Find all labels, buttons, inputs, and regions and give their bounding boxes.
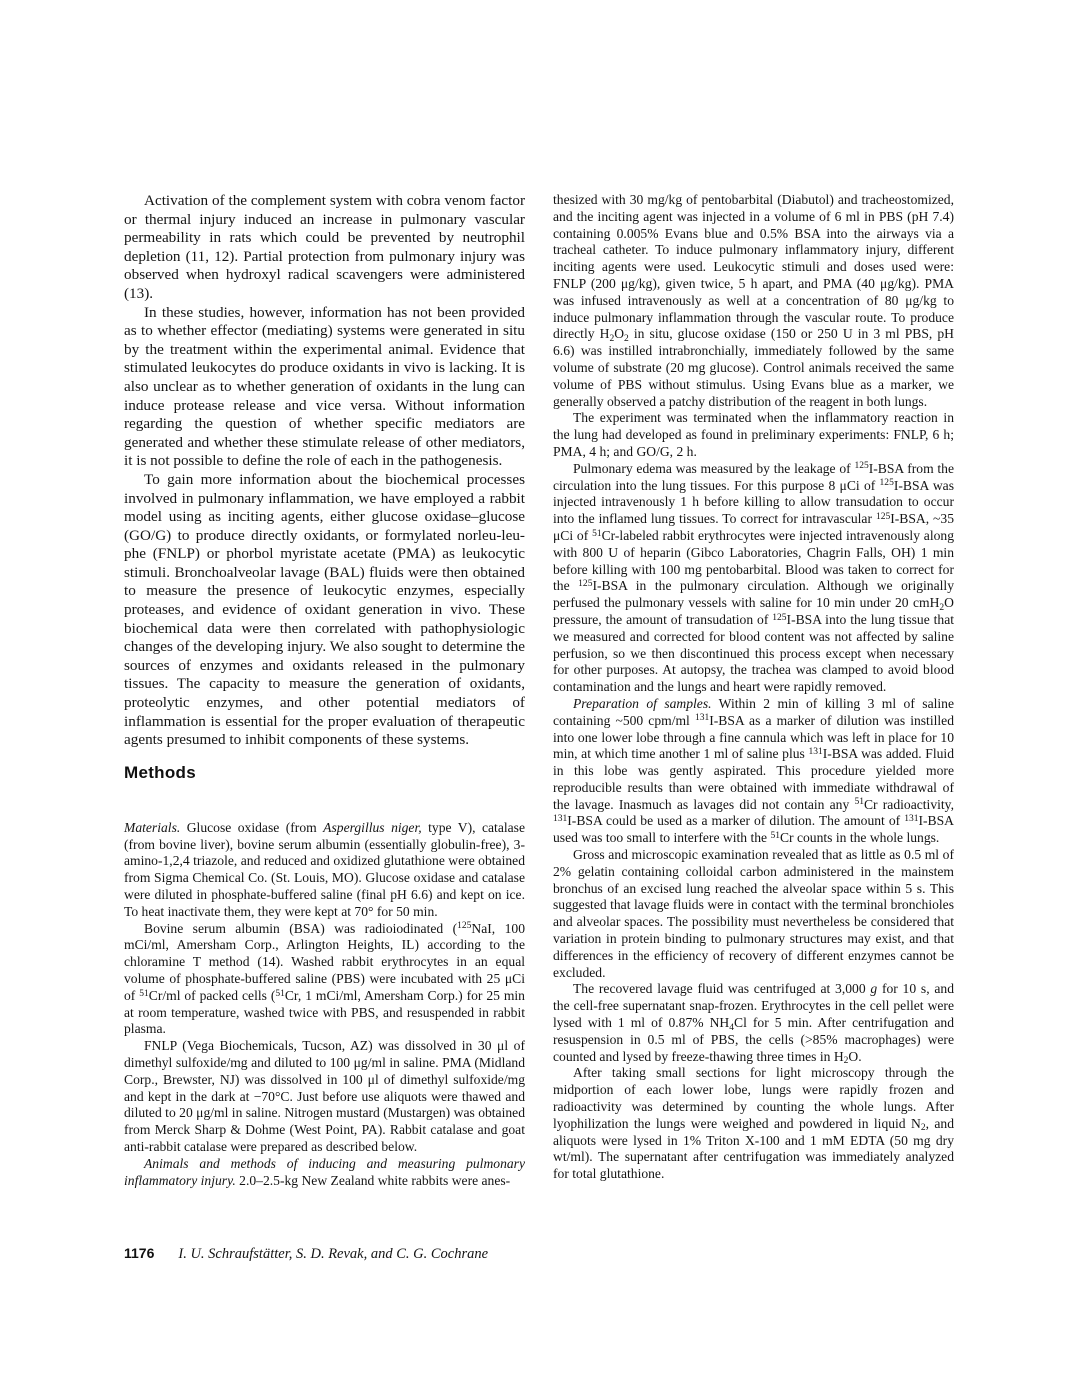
paragraph: Pulmonary edema was measured by the leakage of $^{125}$I-BSA from the circulation into the lung tissues. For this purpose 8 μCi of $^{125}$I-BSA was injected intravenously 1 h before killing to allow transudation to occur into the inflamed lung tissues. To correct for intravascular $^{125}$I-BSA, ~35 μCi of $^{51}$Cr-labeled rabbit erythrocytes were injected intravenously along with 800 U of heparin (Gibco Laboratories, Chagrin Falls, OH) 1 min before killing with 100 mg pentobarbital. Blood was taken to correct for the $^{125}$I-BSA in the pulmonary circulation. Although we originally perfused the pulmonary vessels with saline for 10 min under 20 cmH$_2$O pressure, the amount of transudation of $^{125}$I-BSA into the lung tissue that we measured and corrected for blood content was not affected by saline perfusion, so we then discontinued this process except when necessary for other purposes. At autopsy, the trachea was clamped to avoid blood contamination and the lungs and heart were rapidly removed.: [553, 460, 955, 695]
running-authors: I. U. Schraufstätter, S. D. Revak, and C. G. Cochrane: [178, 1246, 489, 1262]
paragraph: thesized with 30 mg/kg of pentobarbital (Diabutol) and tracheostomized, and the inciting agent was injected in a volume of 6 ml in PBS (pH 7.4) containing 0.005% Evans blue and 0.5% BSA into the airways via a tracheal catheter. To induce pulmonary inflammatory injury, different inciting agents were used. Leukocytic stimuli and doses used were: FNLP (200 μg/kg), given twice, 5 h apart, and PMA (40 μg/kg). PMA was infused intravenously as well at a concentration of 80 μg/kg to induce pulmonary inflammation through the vascular route. To produce directly $H_2O_2$ in situ, glucose oxidase (150 or 250 U in 3 ml PBS, pH 6.6) was instilled intrabronchially, immediately followed by the same volume of substrate (20 mg glucose). Control animals received the same volume of PBS without stimulus. Using Evans blue as a marker, we generally observed a patchy distribution of the reagent in both lungs.: [553, 192, 955, 409]
paragraph: To gain more information about the biochemical processes involved in pulmonary inflammation, we have employed a rabbit model using as inciting agents, either glucose oxidase–glucose (GO/G) to produce directly oxidants, or formylated norleu-leu-phe (FNLP) or phorbol myristate acetate (PMA) as leukocytic stimuli. Bronchoalveolar lavage (BAL) fluids were then obtained to measure the presence of leukocytic enzymes, especially proteases, and evidence of oxidant generation in vivo. These biochemical data were then correlated with pathophysiologic changes of the developing injury. We also sought to determine the sources of enzymes and oxidants released in the pulmonary tissues. The capacity to measure the generation of oxidants, proteolytic enzymes, and other potential mediators of inflammation is essential for the proper evaluation of therapeutic agents presumed to inhibit components of these systems.: [124, 470, 525, 749]
paragraph: After taking small sections for light microscopy through the midportion of each lower lobe, lungs were rapidly frozen and radioactivity was determined by counting the whole lungs. After lyophilization the lungs were weighed and powdered in liquid $N_2$, and aliquots were lysed in 1% Triton X-100 and 1 mM EDTA (50 mg dry wt/ml). The supernatant after centrifugation was immediately analyzed for total glutathione.: [553, 1065, 954, 1182]
page-footer: [124, 1245, 954, 1263]
paragraph: Gross and microscopic examination revealed that as little as 0.5 ml of 2% gelatin containing colloidal carbon administered in the mainstem bronchus of an excised lung reached the alveolar space within 5 s. This suggested that lavage fluids were in contact with the terminal bronchioles and alveolar spaces. The possibility must nevertheless be considered that variation in protein binding to pulmonary structures may exist, and that differences in the efficiency of recovery of different enzymes cannot be excluded.: [553, 847, 954, 980]
paragraph: Animals and methods of inducing and measuring pulmonary inflammatory injury. 2.0–2.5-kg New Zealand white rabbits were anes-: [124, 1155, 525, 1188]
paragraph: Bovine serum albumin (BSA) was radioiodinated ($^{125}$NaI, 100 mCi/ml, Amersham Corp., Arlington Heights, IL) according to the chloramine T method (14). Washed rabbit erythrocytes in an equal volume of phosphate-buffered saline (PBS) were incubated with 25 μCi of $^{51}$Cr/ml of packed cells ($^{51}$Cr, 1 mCi/ml, Amersham Corp.) for 25 min at room temperature, washed twice with PBS, and resuspended in rabbit plasma.: [124, 920, 525, 1037]
text-columns: [124, 192, 954, 1189]
paragraph: The recovered lavage fluid was centrifuged at 3,000 g for 10 s, and the cell-free supernatant snap-frozen. Erythrocytes in the cell pellet were lysed with 1 ml of 0.87% $NH_4Cl$ for 5 min. After centrifugation and resuspension in 0.5 ml of PBS, the cells (>85% macrophages) were counted and lysed by freeze-thawing three times in $H_2O$.: [553, 981, 954, 1067]
page-number: 1176: [124, 1245, 155, 1261]
left-column: [124, 192, 525, 1189]
methods-section-heading: Methods: [124, 762, 196, 782]
paragraph: Activation of the complement system with cobra venom factor or thermal injury induced an increase in pulmonary vascular permeability in rats which could be prevented by neutrophil depletion (11, 12). Partial protection from pulmonary injury was observed when hydroxyl radical scavengers were administered (13).: [124, 192, 525, 302]
paragraph: The experiment was terminated when the inflammatory reaction in the lung had developed as found in preliminary experiments: FNLP, 6 h; PMA, 4 h; and GO/G, 2 h.: [553, 410, 954, 459]
paragraph: FNLP (Vega Biochemicals, Tucson, AZ) was dissolved in 30 μl of dimethyl sulfoxide/mg and diluted to 100 μg/ml in saline. PMA (Midland Corp., Brewster, NJ) was dissolved in 100 μl of dimethyl sulfoxide/mg and kept in the dark at −70°C. Just before use aliquots were thawed and diluted to 20 μg/ml in saline. Nitrogen mustard (Mustargen) was obtained from Merck Sharp & Dohme (West Point, PA). Rabbit catalase and goat anti-rabbit catalase were prepared as described below.: [124, 1038, 525, 1154]
right-column: [553, 192, 954, 1189]
text-section: [553, 192, 954, 1183]
paragraph: In these studies, however, information has not been provided as to whether effector (mediating) systems were generated in situ by the treatment within the experimental animal. Evidence that stimulated leukocytes do produce oxidants in vivo is lacking. It is also unclear as to whether generation of oxidants in the lung can induce protease release and vice versa. Without information regarding the question of whether specific mediators are generated and whether these stimulate release of other mediators, it is not possible to define the role of each in the pathogenesis.: [124, 303, 525, 470]
text-section: [124, 192, 525, 750]
text-section: [124, 820, 525, 1190]
paragraph: Preparation of samples. Within 2 min of killing 3 ml of saline containing ~500 cpm/ml $^{131}$I-BSA as a marker of dilution was instilled into one lower lobe through a fine cannula which was left in place for 10 min, at which time another 1 ml of saline plus $^{131}$I-BSA was added. Fluid in this lobe was gently aspirated. This procedure yielded more reproducible results than were obtained with immediate withdrawal of the lavage. Inasmuch as lavages did not contain any $^{51}$Cr radioactivity, $^{131}$I-BSA could be used as a marker of dilution. The amount of $^{131}$I-BSA used was too small to interfere with the $^{51}$Cr counts in the whole lungs.: [553, 695, 954, 846]
paragraph: Materials. Glucose oxidase (from Aspergillus niger, type V), catalase (from bovine liver), bovine serum albumin (essentially globulin-free), 3-amino-1,2,4 triazole, and reduced and oxidized glutathione were obtained from Sigma Chemical Co. (St. Louis, MO). Glucose oxidase and catalase were diluted in phosphate-buffered saline (final pH 6.6) and kept on ice. To heat inactivate them, they were kept at 70° for 50 min.: [124, 819, 525, 919]
